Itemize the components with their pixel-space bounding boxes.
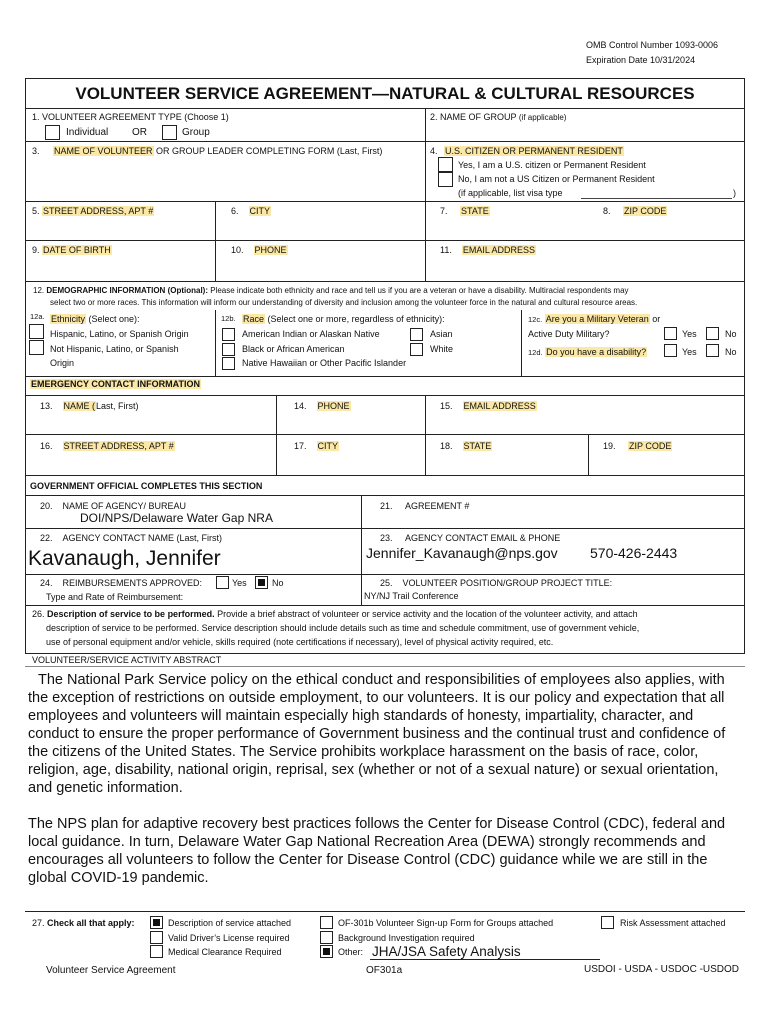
email-label: EMAIL ADDRESS [462,245,536,255]
dob-label: DATE OF BIRTH [43,245,111,255]
field-21-number: 21. [380,501,393,511]
field-13-number: 13. [40,401,53,411]
emergency-zip-label: ZIP CODE [629,441,672,451]
black-checkbox[interactable] [222,343,235,356]
agency-email-value[interactable]: Jennifer_Kavanaugh@nps.gov [366,545,558,561]
white-label: White [430,344,454,354]
field-6-number: 6. [231,206,239,216]
emergency-email-label: EMAIL ADDRESS [463,401,536,411]
field-15-number: 15. [440,401,453,411]
pacific-islander-checkbox[interactable] [222,357,235,370]
group-label: Group [182,127,210,138]
citizen-yes-label: Yes, I am a U.S. citizen or Permanent Resident [458,160,646,170]
reimbursement-no-checkbox[interactable] [255,576,268,589]
of301b-checkbox[interactable] [320,916,333,929]
field-16-number: 16. [40,441,53,451]
race-note: (Select one or more, regardless of ethnicity): [267,314,445,324]
demographic-text1: Please indicate both ethnicity and race and tell us if you are a veteran or have a disability. Multiracial respondents may [210,286,629,295]
pacific-islander-label: Native Hawaiian or Other Pacific Islander [242,358,407,368]
field-25-number: 25. [380,578,393,588]
background-investigation-checkbox[interactable] [320,931,333,944]
abstract-paragraph-2: The NPS plan for adaptive recovery best practices follows the Center for Disease Control (CDC), federal and local guidance. In turn, Delaware Water Gap National Recreation Area (DEWA) strongly recommends and encourages all volunteers to follow the Center for Disease Control (CDC) guidance while we are still in the global COVID-19 pandemic. [28,816,726,886]
agency-email-label: AGENCY CONTACT EMAIL & PHONE [405,533,561,543]
field-8-number: 8. [603,206,611,216]
individual-checkbox[interactable] [45,125,60,140]
medical-clearance-checkbox[interactable] [150,945,163,958]
field-12d-number: 12d. [528,348,543,357]
agency-label: NAME OF AGENCY/ BUREAU [62,501,187,511]
disability-label: Do you have a disability? [546,347,647,357]
citizen-no-label: No, I am not a US Citizen or Permanent Resident [458,174,655,184]
demographic-label: DEMOGRAPHIC INFORMATION [46,286,166,295]
medical-clearance-label: Medical Clearance Required [168,947,282,957]
check-all-label: Check all that apply: [47,918,135,928]
hispanic-label: Hispanic, Latino, or Spanish Origin [50,329,189,339]
expiration-date: Expiration Date 10/31/2024 [586,55,696,65]
footer-form-number: OF301a [366,965,403,976]
hispanic-checkbox[interactable] [29,324,44,339]
veteran-label: Are you a Military Veteran [545,314,649,324]
demographic-optional: (Optional): [167,286,208,295]
agency-contact-value[interactable]: Kavanaugh, Jennifer [28,547,221,570]
other-value[interactable]: JHA/JSA Safety Analysis [372,944,521,959]
asian-label: Asian [430,329,453,339]
emergency-title: EMERGENCY CONTACT INFORMATION [31,379,200,389]
abstract-label: VOLUNTEER/SERVICE ACTIVITY ABSTRACT [32,655,222,665]
veteran-yes-checkbox[interactable] [664,327,677,340]
not-hispanic-label: Not Hispanic, Latino, or Spanish [50,344,179,354]
description-text2: description of service to be performed. Service description should include details such as time and schedule commitment, use of government vehicle, [46,623,640,633]
field-17-number: 17. [294,441,307,451]
citizen-yes-checkbox[interactable] [438,157,453,172]
active-duty-label: Active Duty Military? [528,329,610,339]
description-attached-label: Description of service attached [168,918,292,928]
agency-phone-value[interactable]: 570-426-2443 [590,545,678,561]
citizen-label: U.S. CITIZEN OR PERMANENT RESIDENT [445,146,623,156]
street-address-label: STREET ADDRESS, APT # [43,206,154,216]
project-title-label: VOLUNTEER POSITION/GROUP PROJECT TITLE: [402,578,613,588]
asian-checkbox[interactable] [410,328,423,341]
field-22-number: 22. [40,533,53,543]
risk-assessment-label: Risk Assessment attached [620,918,726,928]
field-11-number: 11. [440,245,452,255]
volunteer-name-label-rest: OR GROUP LEADER COMPLETING FORM (Last, First) [156,146,383,156]
drivers-license-label: Valid Driver’s License required [168,933,290,943]
not-hispanic-checkbox[interactable] [29,340,44,355]
ethnicity-note: (Select one): [88,314,140,324]
field-23-number: 23. [380,533,393,543]
city-label: CITY [249,206,271,216]
american-indian-checkbox[interactable] [222,328,235,341]
abstract-paragraph-1: The National Park Service policy on the ethical conduct and responsibilities of employees also applies, with the exception of restrictions on outside employment, to our volunteers. It is our policy and expectation that all employees and volunteers will maintain especially high standards of honesty, impartiality, character, and conduct to ensure the proper performance of Government business and the continual trust and confidence of the citizens of the United States. The Service prohibits workplace harassment on the basis of race, color, religion, age, disability, national origin, reprisal, sex (whether or not of a sexual nature) or sexual orientation, and genetic information. [28,672,726,796]
reimbursement-no-label: No [272,578,284,588]
other-label: Other: [338,947,364,957]
emergency-name-label: NAME ( [63,401,96,411]
drivers-license-checkbox[interactable] [150,931,163,944]
field-27-number: 27. [32,918,45,928]
black-label: Black or African American [242,344,345,354]
group-name-label: NAME OF GROUP [440,112,517,122]
ethnicity-label: Ethnicity [51,314,86,324]
field-5-number: 5. [32,206,40,216]
agency-contact-label: AGENCY CONTACT NAME (Last, First) [62,533,223,543]
agreement-label: AGREEMENT # [405,501,470,511]
background-investigation-label: Background Investigation required [338,933,475,943]
omb-control-number: OMB Control Number 1093-0006 [586,40,719,50]
description-label: Description of service to be performed. [47,609,215,619]
emergency-city-label: CITY [317,441,339,451]
reimbursement-yes-checkbox[interactable] [216,576,229,589]
veteran-no-checkbox[interactable] [706,327,719,340]
of301b-label: OF-301b Volunteer Sign-up Form for Groups attached [338,918,554,928]
field-19-number: 19. [603,441,616,451]
volunteer-name-label: NAME OF VOLUNTEER [54,146,153,156]
project-title-value[interactable]: NY/NJ Trail Conference [364,591,459,601]
or-label: OR [132,127,147,138]
american-indian-label: American Indian or Alaskan Native [242,329,380,339]
veteran-no-label: No [725,329,737,339]
description-text1: Provide a brief abstract of volunteer or service activity and the location of the volunteer activity, and attach [217,609,638,619]
reimbursement-type-label: Type and Rate of Reimbursement: [46,592,184,602]
field-12-number: 12. [33,286,45,295]
field-4-number: 4. [430,146,438,156]
disability-yes-label: Yes [682,347,697,357]
field-10-number: 10. [231,245,244,255]
emergency-name-label-rest: Last, First) [96,401,139,411]
agency-value[interactable]: DOI/NPS/Delaware Water Gap NRA [80,511,273,525]
visa-type-input[interactable] [581,198,732,199]
emergency-phone-label: PHONE [317,401,350,411]
disability-yes-checkbox[interactable] [664,344,677,357]
disability-no-label: No [725,347,737,357]
field-12c-number: 12c. [528,315,543,324]
gov-title: GOVERNMENT OFFICIAL COMPLETES THIS SECTION [30,481,263,491]
field-12a-number: 12a. [30,312,45,321]
field-9-number: 9. [32,245,40,255]
field-1-label: VOLUNTEER AGREEMENT TYPE (Choose 1) [42,112,229,122]
demographic-text2: select two or more races. This information will inform our understanding of diversity and inclusion among the volunteer force in the natural and cultural resource areas. [50,298,638,307]
other-checkbox[interactable] [320,945,333,958]
phone-label: PHONE [254,245,287,255]
field-26-number: 26. [32,609,45,619]
field-14-number: 14. [294,401,307,411]
field-1-number: 1. [32,112,40,122]
state-label: STATE [461,206,489,216]
field-20-number: 20. [40,501,53,511]
race-label: Race [243,314,265,324]
field-3-number: 3. [32,146,40,156]
footer-right: USDOI - USDA - USDOC -USDOD [584,964,740,975]
white-checkbox[interactable] [410,343,423,356]
visa-type-label: (if applicable, list visa type [458,188,563,198]
group-name-note: (if applicable) [518,113,567,122]
veteran-yes-label: Yes [682,329,697,339]
form-title: VOLUNTEER SERVICE AGREEMENT—NATURAL & CULTURAL RESOURCES [75,84,695,103]
emergency-state-label: STATE [463,441,492,451]
veteran-or: or [652,314,661,324]
field-2-number: 2. [430,112,438,122]
reimbursement-label: REIMBURSEMENTS APPROVED: [62,578,203,588]
description-attached-checkbox[interactable] [150,916,163,929]
citizen-no-checkbox[interactable] [438,172,453,187]
risk-assessment-checkbox[interactable] [601,916,614,929]
field-7-number: 7. [440,206,448,216]
footer-left: Volunteer Service Agreement [46,965,176,976]
not-hispanic-label-2: Origin [50,358,75,368]
disability-no-checkbox[interactable] [706,344,719,357]
abstract-text[interactable] [28,671,746,905]
description-text3: use of personal equipment and/or vehicle, skills required (note certifications if necessary), level of physical activity required, etc. [46,637,554,647]
field-12b-number: 12b. [221,314,236,323]
emergency-street-label: STREET ADDRESS, APT # [63,441,174,451]
group-checkbox[interactable] [162,125,177,140]
reimbursement-yes-label: Yes [232,578,247,588]
field-24-number: 24. [40,578,53,588]
field-18-number: 18. [440,441,453,451]
zip-label: ZIP CODE [624,206,667,216]
individual-label: Individual [66,127,109,138]
